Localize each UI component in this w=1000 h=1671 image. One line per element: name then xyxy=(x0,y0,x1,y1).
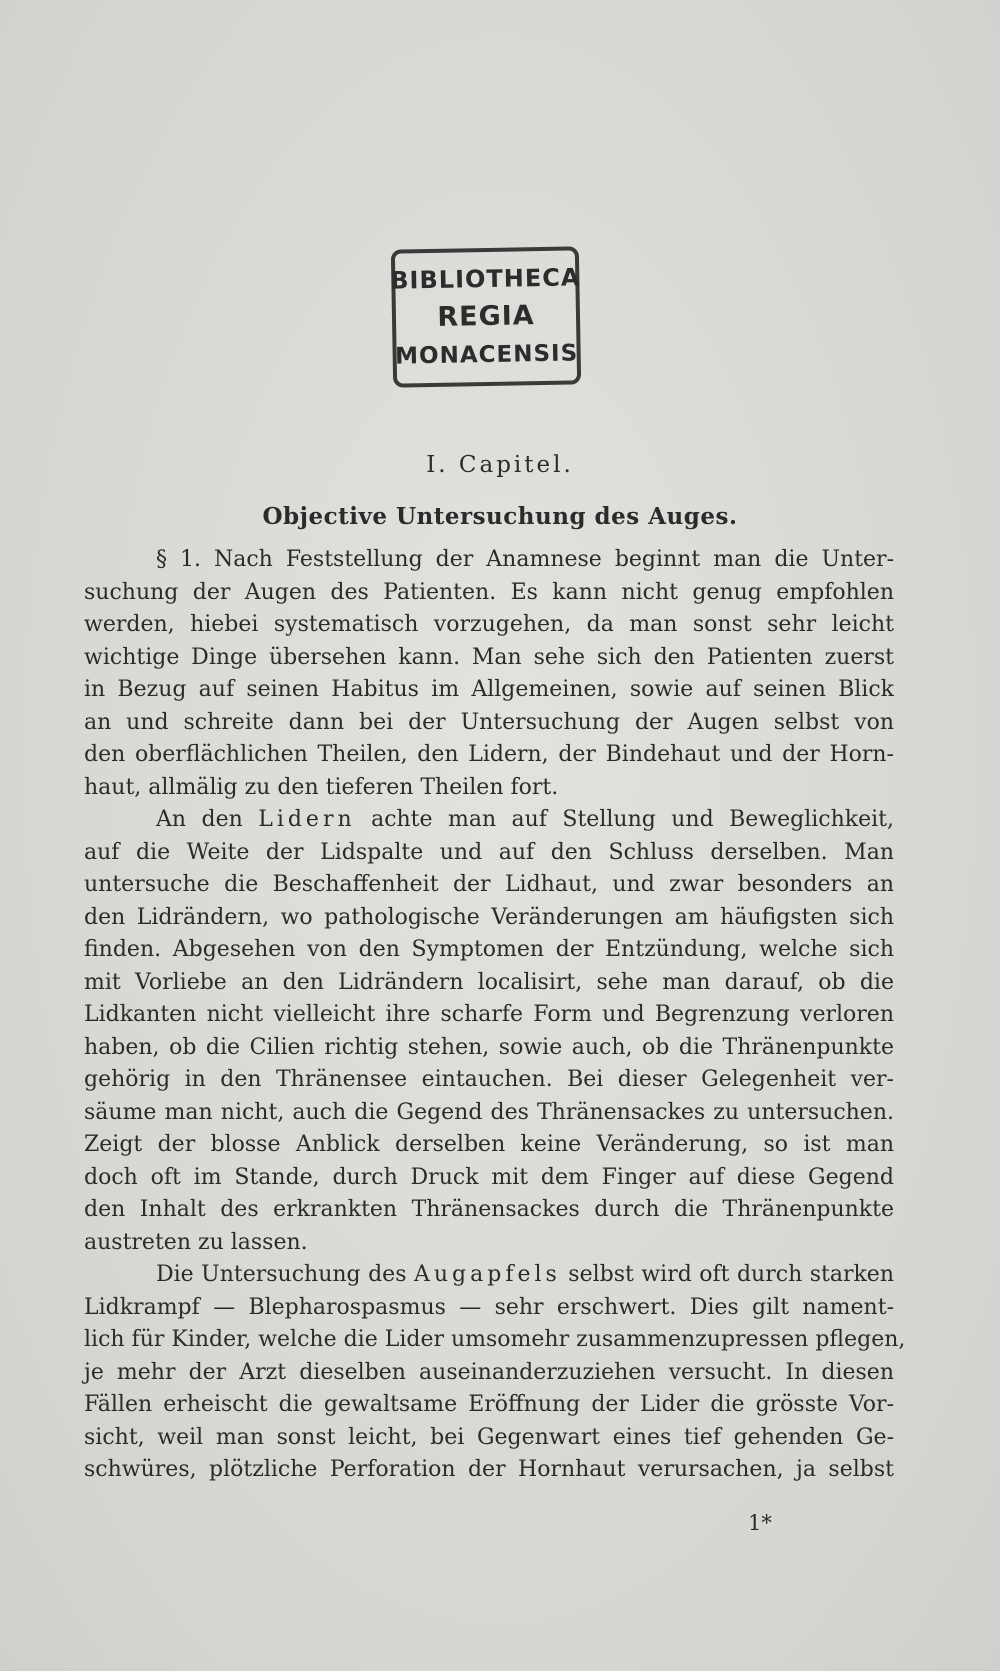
text-line: sicht, weil man sonst leicht, bei Gegenwart eines tief gehenden Ge- xyxy=(84,1424,894,1450)
stamp-line-1: BIBLIOTHECA xyxy=(390,263,581,295)
text-line: auf die Weite der Lidspalte und auf den Schluss derselben. Man xyxy=(84,839,894,865)
text-line: haut, allmälig zu den tieferen Theilen fort. xyxy=(84,774,559,800)
text-line: doch oft im Stande, durch Druck mit dem Finger auf diese Gegend xyxy=(84,1164,894,1190)
text-line: finden. Abgesehen von den Symptomen der Entzündung, welche sich xyxy=(84,937,894,962)
chapter-heading: I. Capitel. xyxy=(426,452,574,478)
text-line: schwüres, plötzliche Perforation der Hornhaut verursachen, ja selbst xyxy=(84,1457,894,1482)
text-line: den Lidrändern, wo pathologische Veränderungen am häufigsten sich xyxy=(84,904,894,930)
text-line: austreten zu lassen. xyxy=(84,1229,308,1255)
text-line: haben, ob die Cilien richtig stehen, sowie auch, ob die Thränenpunkte xyxy=(84,1034,894,1060)
text-line: § 1. Nach Feststellung der Anamnese beginnt man die Unter- xyxy=(156,547,894,572)
text-line: Fällen erheischt die gewaltsame Eröffnung der Lider die grösste Vor- xyxy=(84,1392,894,1417)
stamp-line-2: REGIA xyxy=(437,300,535,333)
text-line: werden, hiebei systematisch vorzugehen, da man sonst sehr leicht xyxy=(84,612,894,637)
text-line: mit Vorliebe an den Lidrändern localisirt, sehe man darauf, ob die xyxy=(84,969,894,995)
text-line: untersuche die Beschaffenheit der Lidhaut, und zwar besonders an xyxy=(84,872,894,897)
text-line: den Inhalt des erkrankten Thränensackes durch die Thränenpunkte xyxy=(84,1197,894,1222)
text-line: in Bezug auf seinen Habitus im Allgemeinen, sowie auf seinen Blick xyxy=(84,677,894,702)
text-fragment: Die Untersuchung des xyxy=(156,1262,407,1287)
text-line xyxy=(84,1259,894,1292)
text-line: an und schreite dann bei der Untersuchung der Augen selbst von xyxy=(84,709,894,735)
text-line: je mehr der Arzt dieselben auseinanderzuziehen versucht. In diesen xyxy=(84,1359,894,1385)
emphasized-term: Augapfels xyxy=(413,1262,561,1287)
emphasized-term: Lidern xyxy=(258,807,356,832)
library-stamp xyxy=(391,246,581,387)
text-line: Zeigt der blosse Anblick derselben keine Veränderung, so ist man xyxy=(84,1132,894,1157)
text-fragment: An den xyxy=(156,807,243,832)
text-line xyxy=(84,804,894,837)
text-line: gehörig in den Thränensee eintauchen. Bei dieser Gelegenheit ver- xyxy=(84,1067,894,1092)
text-line: lich für Kinder, welche die Lider umsomehr zusammenzupressen pflegen, xyxy=(84,1327,906,1352)
stamp-line-3: MONACENSIS xyxy=(394,340,579,370)
text-line: Lidkanten nicht vielleicht ihre scharfe Form und Begrenzung verloren xyxy=(84,1002,894,1027)
text-fragment: achte man auf Stellung und Beweglichkeit, xyxy=(371,807,895,832)
text-line: suchung der Augen des Patienten. Es kann nicht genug empfohlen xyxy=(84,579,894,605)
text-line: säume man nicht, auch die Gegend des Thränensackes zu untersuchen. xyxy=(84,1099,894,1125)
text-line: wichtige Dinge übersehen kann. Man sehe sich den Patienten zuerst xyxy=(84,644,894,670)
section-title: Objective Untersuchung des Auges. xyxy=(262,503,738,530)
body-text xyxy=(84,544,906,1487)
text-fragment: selbst wird oft durch starken xyxy=(568,1262,894,1287)
page-number: 1* xyxy=(748,1511,772,1535)
text-line: den oberflächlichen Theilen, den Lidern, der Bindehaut und der Horn- xyxy=(84,742,894,767)
text-line: Lidkrampf — Blepharospasmus — sehr erschwert. Dies gilt nament- xyxy=(84,1294,894,1320)
